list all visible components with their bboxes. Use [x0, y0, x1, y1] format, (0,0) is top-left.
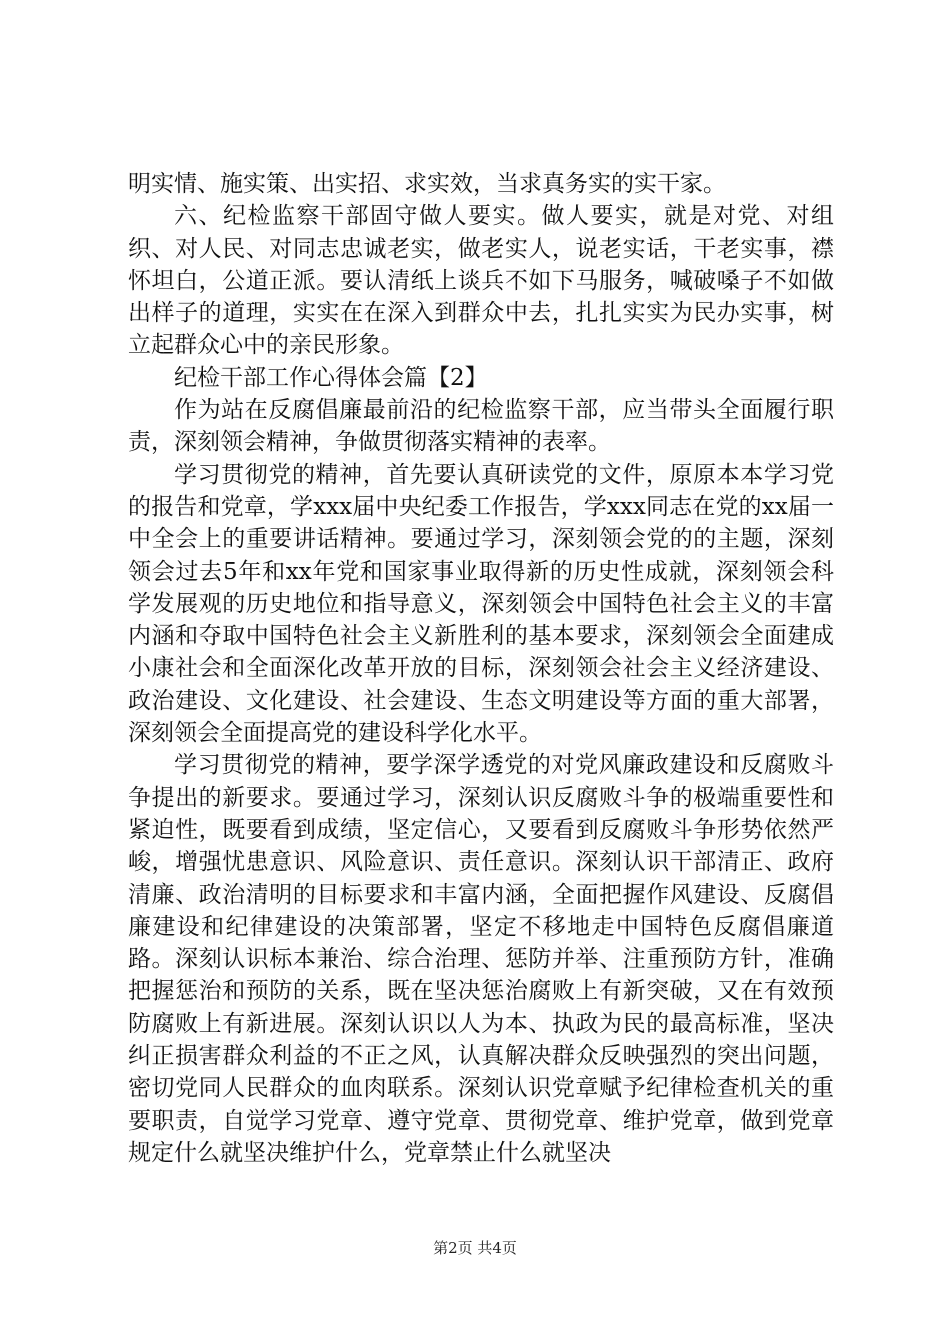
- paragraph-anti-corruption: 学习贯彻党的精神，要学深学透党的对党风廉政建设和反腐败斗争提出的新要求。要通过学习，深刻认识反腐败斗争的极端重要性和紧迫性，既要看到成绩，坚定信心，又要看到反腐败斗争形势依然严峻，增强忧患意识、风险意识、责任意识。深刻认识干部清正、政府清廉、政治清明的目标要求和丰富内涵，全面把握作风建设、反腐倡廉建设和纪律建设的决策部署，坚定不移地走中国特色反腐倡廉道路。深刻认识标本兼治、综合治理、惩防并举、注重预防方针，准确把握惩治和预防的关系，既在坚决惩治腐败上有新突破，又在有效预防腐败上有新进展。深刻认识以人为本、执政为民的最高标准，坚决纠正损害群众利益的不正之风，认真解决群众反映强烈的突出问题，密切党同人民群众的血肉联系。深刻认识党章赋予纪律检查机关的重要职责，自觉学习党章、遵守党章、贯彻党章、维护党章，做到党章规定什么就坚决维护什么，党章禁止什么就坚决: [128, 752, 834, 1166]
- paragraph-continuation: 明实情、施实策、出实招、求实效，当求真务实的实干家。: [128, 171, 726, 197]
- article-heading: 纪检干部工作心得体会篇【2】: [174, 364, 488, 391]
- paragraph-study-documents: 学习贯彻党的精神，首先要认真研读党的文件，原原本本学习党的报告和党章，学xxx届中央纪委工作报告，学xxx同志在党的xx届一中全会上的重要讲话精神。要通过学习，深刻领会党的的主题，深刻领会过去5年和xx年党和国家事业取得新的历史性成就，深刻领会科学发展观的历史地位和指导意义，深刻领会中国特色社会主义的丰富内涵和夺取中国特色社会主义新胜利的基本要求，深刻领会全面建成小康社会和全面深化改革开放的目标，深刻领会社会主义经济建设、政治建设、文化建设、社会建设、生态文明建设等方面的重大部署，深刻领会全面提高党的建设科学化水平。: [128, 461, 834, 747]
- page-number-footer: 第2页 共4页: [433, 1239, 517, 1257]
- document-body: [128, 168, 834, 1169]
- paragraph-section-six: 六、纪检监察干部固守做人要实。做人要实，就是对党、对组织、对人民、对同志忠诚老实，做老实人，说老实话，干老实事，襟怀坦白，公道正派。要认清纸上谈兵不如下马服务，喊破嗓子不如做出样子的道理，实实在在深入到群众中去，扎扎实实为民办实事，树立起群众心中的亲民形象。: [128, 203, 834, 359]
- paragraph-intro: 作为站在反腐倡廉最前沿的纪检监察干部，应当带头全面履行职责，深刻领会精神，争做贯彻落实精神的表率。: [128, 397, 834, 456]
